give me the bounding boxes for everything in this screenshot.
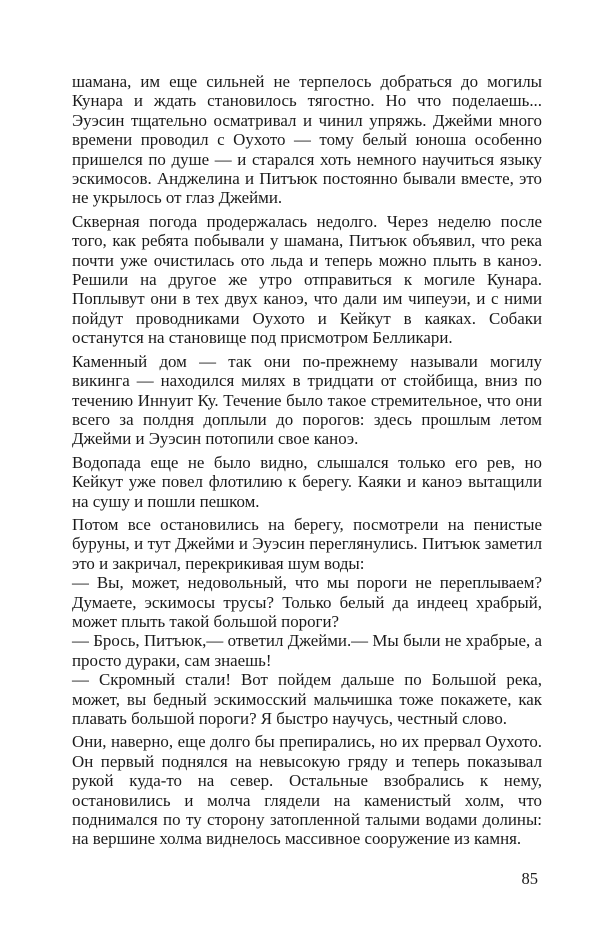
paragraph-6: Они, наверно, еще долго бы препирались, но их прервал Оухото. Он первый поднялся на невысокую гряду и теперь показывал рукой куда-то на север. Остальные взобрались к нему, остановились и молча глядели на каменистый холм, что поднимался по ту сторону затопленной талыми водами долины: на вершине холма виднелось массивное сооружение из камня. [72, 732, 542, 849]
dialogue-line-2: — Брось, Питъюк,— ответил Джейми.— Мы были не храбрые, а просто дураки, сам знаешь! [72, 631, 542, 670]
paragraph-1: шамана, им еще сильней не терпелось добраться до могилы Кунара и ждать становилось тягостно. Но что поделаешь... Эуэсин тщательно осматривал и чинил упряжь. Джейми много времени проводил с Оухото — тому белый юноша особенно пришелся по душе — и старался хоть немного научиться языку эскимосов. Анджелина и Питъюк постоянно бывали вместе, это не укрылось от глаз Джейми. [72, 72, 542, 208]
paragraph-5: Потом все остановились на берегу, посмотрели на пенистые буруны, и тут Джейми и Эуэсин переглянулись. Питъюк заметил это и закричал, перекрикивая шум воды: [72, 514, 542, 573]
paragraph-3: Каменный дом — так они по-прежнему называли могилу викинга — находился милях в тридцати от стойбища, вниз по течению Иннуит Ку. Течение было такое стремительное, что они всего за полдня доплыли до порогов: здесь прошлым летом Джейми и Эуэсин потопили свое каноэ. [72, 351, 542, 449]
paragraph-2: Скверная погода продержалась недолго. Через неделю после того, как ребята побывали у шамана, Питъюк объявил, что река почти уже очистилась ото льда и теперь можно плыть в каноэ. Решили на другое же утро отправиться к могиле Кунара. Поплывут они в тех двух каноэ, что дали им чипеуэи, и с ними пойдут проводниками Оухото и Кейкут в каяках. Собаки останутся на становище под присмотром Белликари. [72, 211, 542, 348]
paragraph-4: Водопада еще не было видно, слышался только его рев, но Кейкут уже повел флотилию к берегу. Каяки и каноэ вытащили на сушу и пошли пешком. [72, 452, 542, 511]
dialogue-line-1: — Вы, может, недовольный, что мы пороги не переплываем? Думаете, эскимосы трусы? Только белый да индеец храбрый, может плыть такой большой пороги? [72, 573, 542, 631]
body-text [72, 72, 542, 849]
page-number: 85 [521, 869, 538, 888]
dialogue-line-3: — Скромный стали! Вот пойдем дальше по Большой река, может, вы бедный эскимосский мальчишка тоже покажете, как плавать большой пороги? Я быстро научусь, честный слово. [72, 670, 542, 728]
